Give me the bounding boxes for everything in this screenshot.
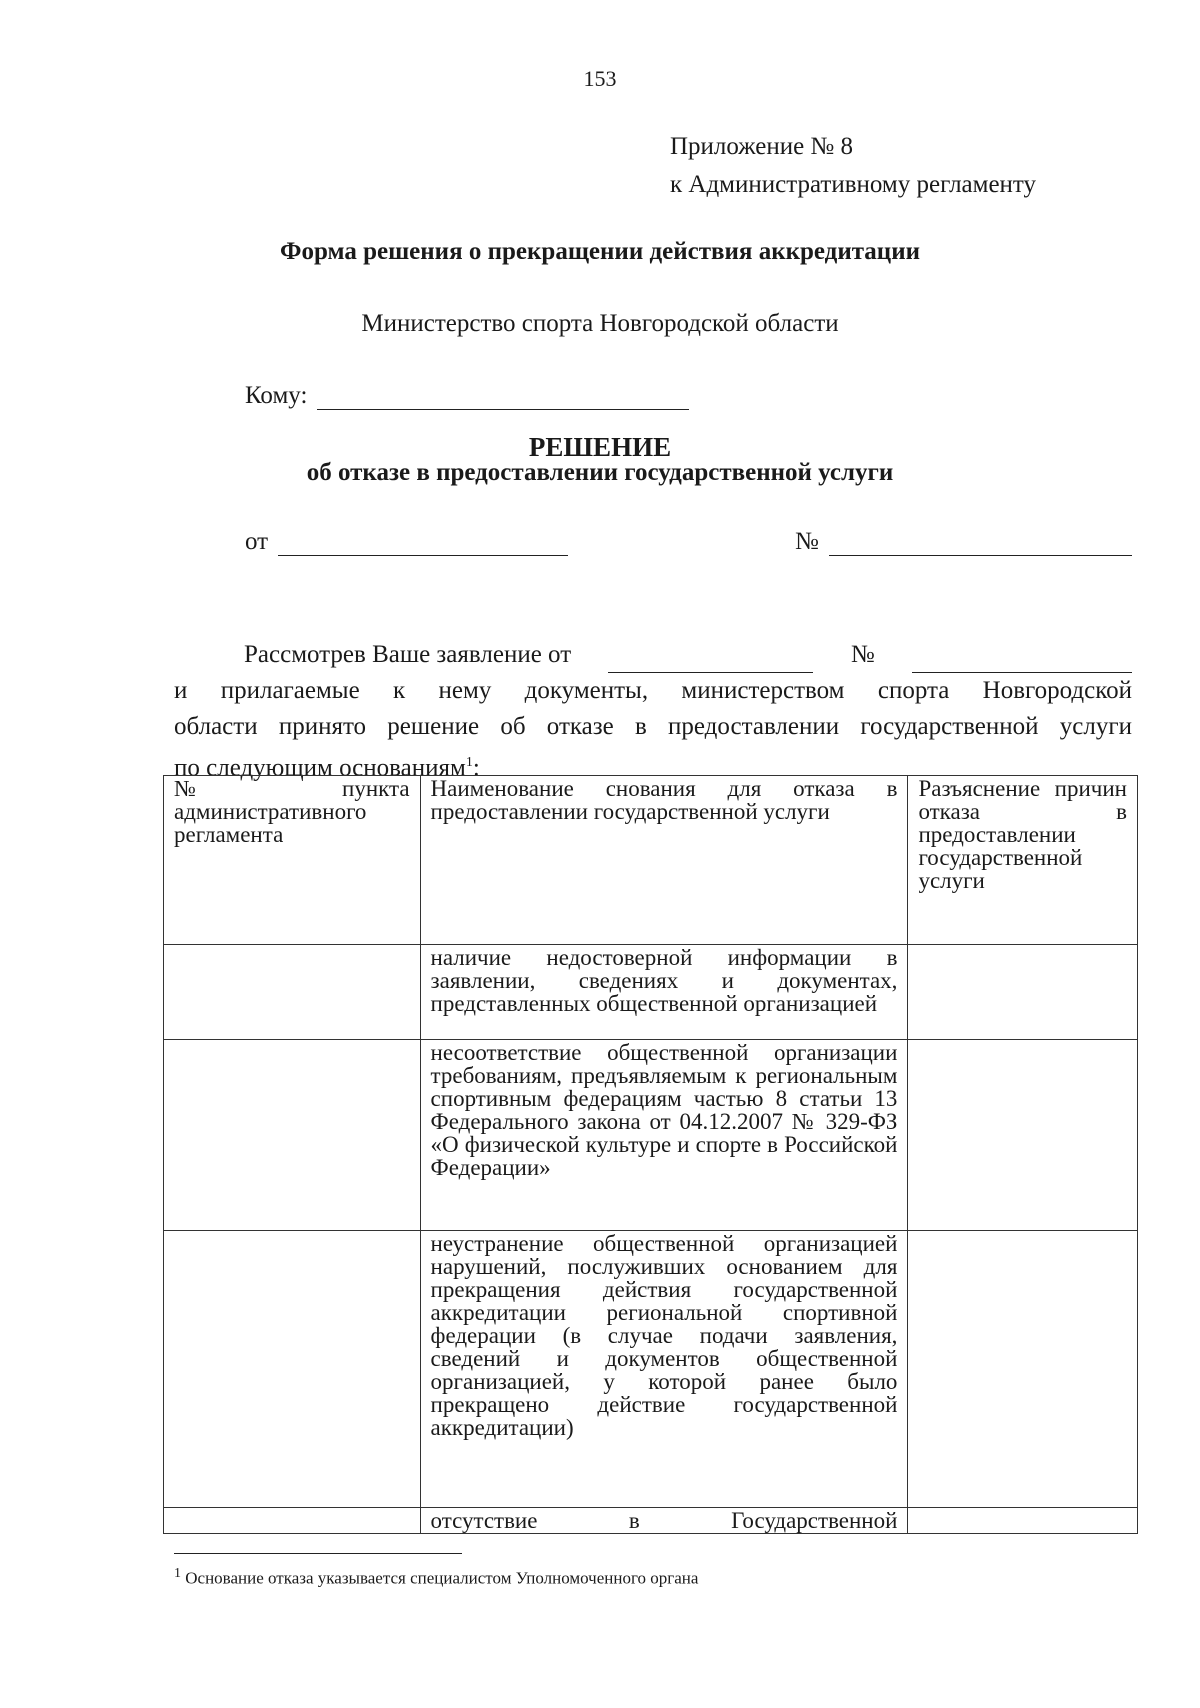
- page-number: 153: [583, 66, 617, 91]
- body-line-3: области принято решение об отказе в предоставлении государственной услуги: [174, 713, 1132, 740]
- decision-title: РЕШЕНИЕ: [528, 432, 672, 462]
- body-line-4: по следующим основаниям$^1$:: [174, 754, 480, 782]
- table-header-row: [164, 776, 1138, 945]
- appendix-heading: [670, 128, 1036, 204]
- explanation-cell: [908, 1231, 1138, 1508]
- header-regulation-item: № пункта административного регламента: [164, 776, 421, 945]
- number-label: №: [795, 528, 819, 555]
- table-row: [164, 1231, 1138, 1508]
- appendix-reference: к Административному регламенту: [670, 171, 1037, 198]
- recipient-line: [245, 382, 689, 410]
- explanation-cell: [908, 1040, 1138, 1231]
- ministry-name: Министерство спорта Новгородской области: [361, 310, 839, 337]
- regulation-item-cell: [164, 1508, 421, 1534]
- footnote-text: Основание отказа указывается специалистом Уполномоченного органа: [185, 1568, 699, 1588]
- number-blank: [829, 529, 1132, 556]
- footnote-number: 1: [174, 1566, 181, 1581]
- header-explanation: Разъяснение причин отказа в предоставлении государственной услуги: [908, 776, 1138, 945]
- footnote-mark: 1: [465, 755, 473, 770]
- appendix-number: Приложение № 8: [670, 133, 854, 160]
- footnote: [174, 1566, 698, 1589]
- ground-cell: отсутствие в Государственной: [420, 1508, 908, 1534]
- regulation-item-cell: [164, 1040, 421, 1231]
- regulation-item-cell: [164, 945, 421, 1040]
- ground-cell: несоответствие общественной организации требованиям, предъявляемым к региональным спортивным федерациям частью 8 статьи 13 Федерального закона от 04.12.2007 № 329-ФЗ «О физической культуре и спорте в Российской Федерации»: [420, 1040, 908, 1231]
- body-paragraph: [174, 637, 1132, 786]
- table-row: [164, 945, 1138, 1040]
- date-label: от: [245, 528, 269, 555]
- explanation-cell: [908, 1508, 1138, 1534]
- decision-subtitle: об отказе в предоставлении государственной услуги: [306, 459, 894, 486]
- explanation-cell: [908, 945, 1138, 1040]
- grounds-table: [163, 775, 1138, 1534]
- regulation-item-cell: [164, 1231, 421, 1508]
- footnote-separator: [174, 1553, 462, 1554]
- body-line-1: Рассмотрев Ваше заявление от №: [174, 637, 1132, 673]
- date-blank: [278, 529, 568, 556]
- ground-cell: наличие недостоверной информации в заявлении, сведениях и документах, представленных общественной организацией: [420, 945, 908, 1040]
- header-ground-name: Наименование снования для отказа в предоставлении государственной услуги: [420, 776, 908, 945]
- date-line: [245, 528, 568, 556]
- ground-cell: неустранение общественной организацией нарушений, послуживших основанием для прекращения действия государственной аккредитации региональной спортивной федерации (в случае подачи заявления, сведений и документов общественной организацией, у которой ранее было прекращено действие государственной аккредитации): [420, 1231, 908, 1508]
- recipient-blank: [317, 383, 689, 410]
- body-line-2: и прилагаемые к нему документы, министерством спорта Новгородской: [174, 677, 1132, 704]
- table-row: [164, 1508, 1138, 1534]
- table-row: [164, 1040, 1138, 1231]
- form-title: Форма решения о прекращении действия аккредитации: [279, 238, 921, 265]
- recipient-label: Кому:: [245, 382, 308, 409]
- application-number-blank: [912, 646, 1132, 673]
- number-line: [795, 528, 1132, 556]
- application-date-blank: [608, 646, 813, 673]
